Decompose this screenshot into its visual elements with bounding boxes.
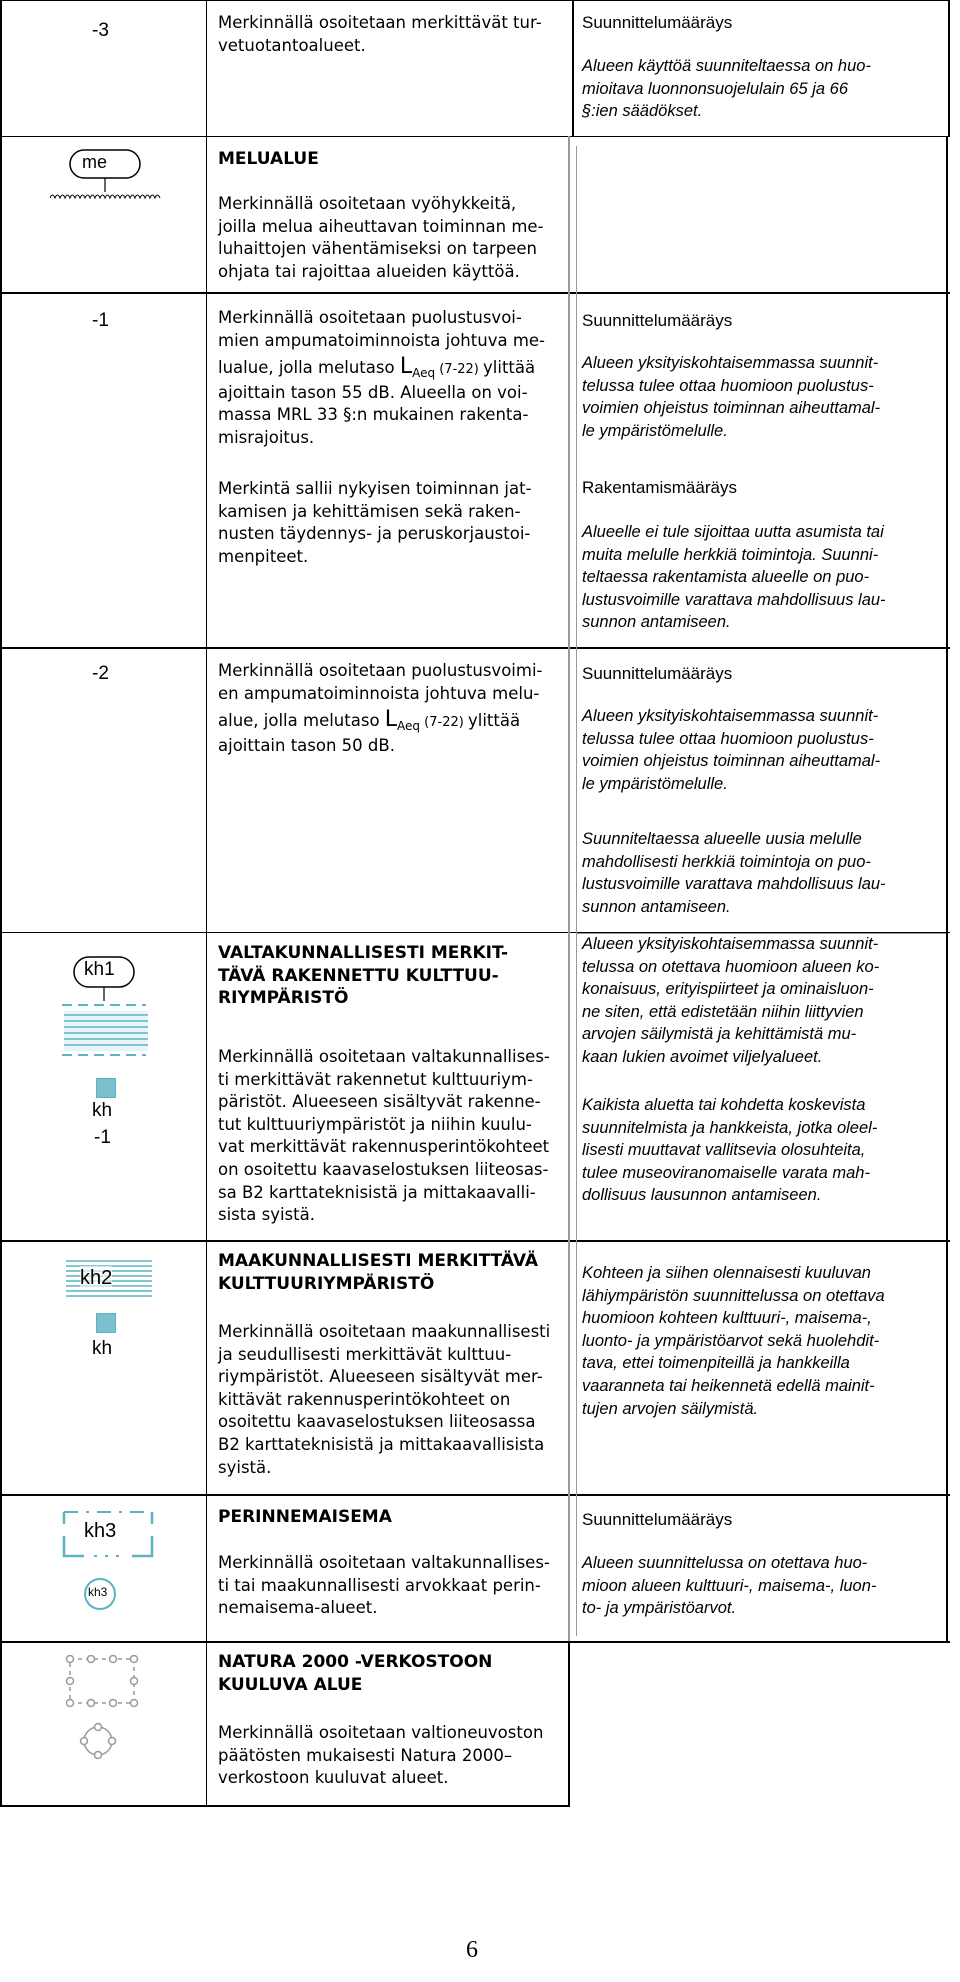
symbol-kh-label: kh <box>92 1100 113 1121</box>
symbol-label: me <box>82 152 108 172</box>
row-description-extra: Merkintä sallii nykyisen toiminnan jat- kamisen ja kehittämisen sekä raken- nusten täydennys- ja peruskorjaustoi- menpiteet. <box>218 479 532 566</box>
blue-square-icon <box>96 1078 116 1098</box>
row-code: -3 <box>92 20 109 41</box>
section-description: Merkinnällä osoitetaan valtakunnallises- ti merkittävät rakennetut kulttuuriym- päristöt. Alueeseen sisältyvät rakenne- tut kulttuuriympäristöt ja niihin kuulu- vat merkittävät rakennusperintökohteet on osoitettu kaavaselostuksen liiteosas- sa B2 karttateknisistä ja mittakaavalli- sista syistä. <box>218 1047 550 1225</box>
symbol-label: kh3 <box>84 1520 117 1542</box>
symbol-kh-label: kh <box>92 1338 113 1359</box>
page-number: 6 <box>466 1937 478 1963</box>
regulation-text-extra: Suunniteltaessa alueelle uusia melulle mahdollisesti herkkiä toimintoja on puo- lustusvoimille varattava mahdollisuus lau- sunnon antamiseen. <box>582 830 886 916</box>
natura-area-symbol <box>62 1655 142 1765</box>
regulation-text: Kohteen ja siihen olennaisesti kuuluvan lähiympäristön suunnittelussa on otettava huomioon kohteen kulttuuri-, maisema-, luonto- ja ympäristöarvot sekä huolehdit- tava, ettei toimenpiteillä ja hankkeilla vaaranneta tai heikennetä edellä mainit- tujen arvojen säilymistä. <box>582 1264 885 1418</box>
section-heading: VALTAKUNNALLISESTI MERKIT- TÄVÄ RAKENNETTU KULTTUU- RIYMPÄRISTÖ <box>218 943 509 1009</box>
regulation-text: Alueen käyttöä suunniteltaessa on huo- mioitava luonnonsuojelulain 65 ja 66 §:ien säädökset. <box>582 57 871 121</box>
building-regulation-title: Rakentamismääräys <box>582 478 737 497</box>
section-heading: MAAKUNNALLISESTI MERKITTÄVÄ KULTTUURIYMPÄRISTÖ <box>218 1251 538 1294</box>
section-description: Merkinnällä osoitetaan maakunnallisesti ja seudullisesti merkittävät kulttuu- riympäristöt. Alueeseen sisältyvät mer- kittävät rakennusperintökohteet on osoitettu kaavaselostuksen liiteosassa B2 karttateknisistä ja mittakaavallisista syistä. <box>218 1322 551 1477</box>
row-code: -1 <box>92 310 109 331</box>
regulation-title: Suunnittelumääräys <box>582 13 733 32</box>
symbol-label: kh1 <box>84 959 115 980</box>
row-code: -2 <box>92 663 109 684</box>
building-regulation-text: Alueelle ei tule sijoittaa uutta asumista tai muita melulle herkkiä toimintoja. Suunni- teltaessa rakentamista alueelle on puo- lustusvoimille varattava mahdollisuus lau- sunnon antamiseen. <box>582 523 886 632</box>
row-description: Merkinnällä osoitetaan puolustusvoimi- en ampumatoiminnoista johtuva melu- alue, jolla melutaso $L_{Aeq}$ (7-22) ylittää ajoittain tason 50 dB. <box>218 661 543 755</box>
regulation-title: Suunnittelumääräys <box>582 664 733 683</box>
small-symbol-label: kh3 <box>88 1585 108 1599</box>
regulation-text: Alueen yksityiskohtaisemmassa suunnit- telussa on otettava huomioon alueen ko- konaisuus, erityispiirteet ja ominaisluon- ne siten, että edistetään niihin liittyvien arvojen säilymistä ja kehittämistä mu- kaan lukien avoimet viljelyalueet. <box>582 935 880 1066</box>
regulation-title: Suunnittelumääräys <box>582 311 733 330</box>
regulation-title: Suunnittelumääräys <box>582 1510 733 1529</box>
cultural-environment-national-symbol <box>54 955 154 1075</box>
section-heading: PERINNEMAISEMA <box>218 1507 392 1527</box>
regulation-text: Alueen yksityiskohtaisemmassa suunnit- telussa tulee ottaa huomioon puolustus- voimien ohjeistus toiminnan aiheuttamal- le ympäristömelulle. <box>582 707 881 793</box>
symbol-code: -1 <box>94 1127 111 1148</box>
regulation-text: Alueen suunnittelussa on otettava huo- mioon alueen kulttuuri-, maisema-, luon- to- ja ympäristöarvot. <box>582 1554 877 1618</box>
row-description: Merkinnällä osoitetaan puolustusvoi- mien ampumatoiminnoista johtuva me- lualue, jolla melutaso $L_{Aeq}$ (7-22) ylittää ajoittain tason 55 dB. Alueella on voi- massa MRL 33 §:n mukainen rakenta- misrajoitus. <box>218 308 545 447</box>
section-heading: MELUALUE <box>218 149 319 169</box>
section-heading: NATURA 2000 -VERKOSTOON KUULUVA ALUE <box>218 1652 493 1695</box>
cultural-environment-regional-symbol <box>64 1258 154 1308</box>
symbol-label: kh2 <box>80 1267 113 1289</box>
section-description: Merkinnällä osoitetaan valtakunnallises- ti tai maakunnallisesti arvokkaat perin- nemaisema-alueet. <box>218 1553 550 1618</box>
traditional-landscape-symbol <box>60 1510 156 1614</box>
regulation-text-extra: Kaikista aluetta tai kohdetta koskevista suunnitelmista ja hankkeista, jotka oleel- lisesti muuttavat vallitsevia olosuhteita, tulee museoviranomaiselle varata mah- dollisuus lausunnon antamiseen. <box>582 1096 878 1205</box>
section-description: Merkinnällä osoitetaan valtioneuvoston päätösten mukaisesti Natura 2000– verkostoon kuuluvat alueet. <box>218 1723 544 1788</box>
noise-area-symbol <box>40 148 170 208</box>
regulation-text: Alueen yksityiskohtaisemmassa suunnit- telussa tulee ottaa huomioon puolustus- voimien ohjeistus toiminnan aiheuttamal- le ympäristömelulle. <box>582 354 881 440</box>
section-description: Merkinnällä osoitetaan vyöhykkeitä, joilla melua aiheuttavan toiminnan me- luhaittojen vähentämiseksi on tarpeen ohjata tai rajoittaa alueiden käyttöä. <box>218 194 544 281</box>
blue-square-icon <box>96 1313 116 1333</box>
row-description: Merkinnällä osoitetaan merkittävät tur- vetuotantoalueet. <box>218 13 542 55</box>
